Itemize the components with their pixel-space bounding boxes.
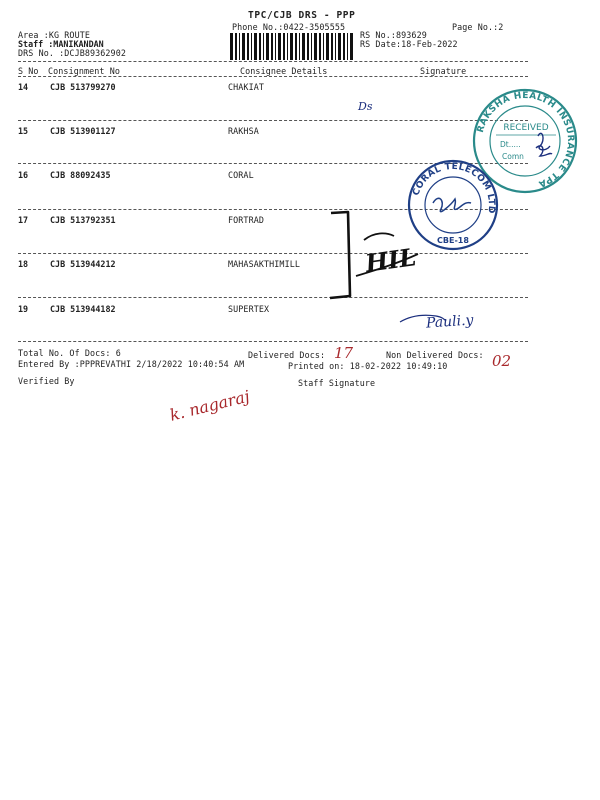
barcode-bar	[290, 33, 293, 60]
barcode-bar	[331, 33, 333, 60]
printed-on: Printed on: 18-02-2022 10:49:10	[288, 361, 448, 371]
barcode-bar	[235, 33, 237, 60]
barcode-bar	[251, 33, 252, 60]
row-divider	[18, 120, 528, 121]
row-19-signature-flourish	[398, 312, 448, 326]
stamp-comn-field: Comn	[502, 152, 524, 161]
stamp-received-text: RECEIVED	[503, 123, 549, 133]
barcode-bar	[242, 33, 245, 60]
total-docs: Total No. Of Docs: 6	[18, 348, 121, 358]
barcode-bar	[319, 33, 321, 60]
header-divider-top	[18, 61, 528, 62]
stamp-coral-city: CBE-18	[437, 236, 469, 245]
staff-label: Staff :MANIKANDAN	[18, 39, 104, 49]
barcode-bar	[283, 33, 285, 60]
barcode-bar	[263, 33, 264, 60]
barcode-bar	[299, 33, 300, 60]
delivered-docs-label: Delivered Docs:	[248, 350, 326, 360]
barcode-bar	[323, 33, 324, 60]
barcode-bar	[314, 33, 317, 60]
hil-text: HIL	[363, 242, 418, 278]
stamp-coral-name: CORAL TELECOM LTD	[411, 161, 497, 215]
stamp-insurance-name: RAKSHA HEALTH INSURANCE TPA	[475, 90, 576, 189]
barcode-bar	[338, 33, 341, 60]
rs-date: RS Date:18-Feb-2022	[360, 39, 458, 49]
barcode-bar	[350, 33, 353, 60]
row-consignment-no: CJB 513799270	[50, 82, 116, 92]
non-delivered-docs-label: Non Delivered Docs:	[386, 350, 484, 360]
area-label: Area :KG ROUTE	[18, 30, 90, 40]
barcode-bar	[266, 33, 269, 60]
row-sno: 15	[18, 126, 29, 136]
barcode-bar	[287, 33, 288, 60]
barcode-bar	[347, 33, 348, 60]
row-consignee: FORTRAD	[228, 215, 264, 225]
barcode-bar	[302, 33, 305, 60]
phone-number: Phone No.:0422-3505555	[232, 22, 346, 32]
row-14-handwritten-mark: Ds	[358, 100, 373, 113]
stamp-date-field: Dt.....	[500, 140, 521, 149]
barcode-bar	[335, 33, 336, 60]
drs-number: DRS No. :DCJB89362902	[18, 48, 126, 58]
barcode-bar	[275, 33, 276, 60]
hil-handwritten-mark	[350, 228, 436, 288]
row-consignee: RAKHSA	[228, 126, 259, 136]
row-consignment-no: CJB 513792351	[50, 215, 116, 225]
row-sno: 18	[18, 259, 29, 269]
row-divider	[18, 341, 528, 342]
staff-signature-label: Staff Signature	[298, 378, 376, 388]
document-title: TPC/CJB DRS - PPP	[248, 10, 356, 21]
header-divider-bottom	[18, 76, 528, 77]
column-header-sno: S No	[18, 66, 39, 76]
barcode-bar	[343, 33, 345, 60]
barcode-bar	[259, 33, 261, 60]
entered-by: Entered By :PPPREVATHI 2/18/2022 10:40:54 AM	[18, 359, 245, 369]
barcode-bar	[254, 33, 257, 60]
page-number: Page No.:2	[452, 22, 504, 32]
verified-by-label: Verified By	[18, 376, 75, 386]
barcode-bar	[311, 33, 312, 60]
row-sno: 16	[18, 170, 29, 180]
barcode-bar	[271, 33, 273, 60]
row-consignment-no: CJB 513944182	[50, 304, 116, 314]
barcode-bar	[278, 33, 281, 60]
row-consignee: SUPERTEX	[228, 304, 270, 314]
barcode-bar	[326, 33, 329, 60]
row-sno: 19	[18, 304, 29, 314]
barcode-bar	[247, 33, 249, 60]
svg-text:CORAL TELECOM LTD	[411, 162, 496, 214]
barcode	[230, 33, 354, 60]
column-header-consignment: Consignment No	[48, 66, 120, 76]
row-sno: 14	[18, 82, 29, 92]
barcode-bar	[239, 33, 240, 60]
column-header-consignee: Consignee Details	[240, 66, 328, 76]
row-divider	[18, 297, 528, 298]
rs-number: RS No.:893629	[360, 30, 427, 40]
row-consignee: MAHASAKTHIMILL	[228, 259, 300, 269]
row-19-signature: Pauli.y	[425, 312, 474, 332]
verifier-signature: k. nagaraj	[167, 386, 252, 425]
row-consignment-no: CJB 513901127	[50, 126, 116, 136]
row-consignee: CORAL	[228, 170, 254, 180]
row-consignment-no: CJB 513944212	[50, 259, 116, 269]
non-delivered-docs-value: 02	[492, 352, 512, 370]
row-consignee: CHAKIAT	[228, 82, 264, 92]
row-consignment-no: CJB 88092435	[50, 170, 111, 180]
barcode-bar	[230, 33, 233, 60]
delivered-docs-value: 17	[334, 344, 354, 362]
barcode-bar	[295, 33, 297, 60]
row-sno: 17	[18, 215, 29, 225]
column-header-signature: Signature	[420, 66, 467, 76]
row-divider	[18, 253, 528, 254]
barcode-bar	[307, 33, 309, 60]
